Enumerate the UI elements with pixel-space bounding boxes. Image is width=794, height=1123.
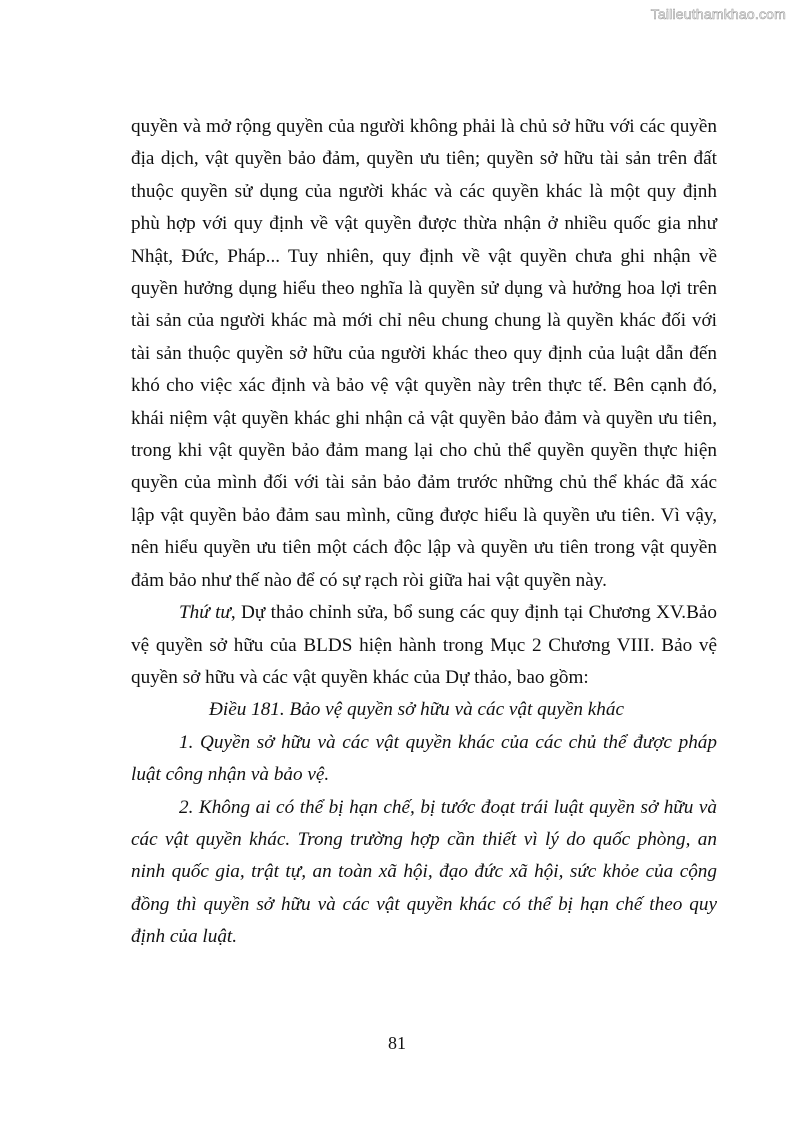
paragraph-property-rights-analysis: quyền và mở rộng quyền của người không phải là chủ sở hữu với các quyền địa dịch, vật quyền bảo đảm, quyền ưu tiên; quyền sở hữu tài sản trên đất thuộc quyền sử dụng của người khác và các quyền khác là một quy định phù hợp với quy định về vật quyền được thừa nhận ở nhiều quốc gia như Nhật, Đức, Pháp... Tuy nhiên, quy định về vật quyền chưa ghi nhận về quyền hưởng dụng hiểu theo nghĩa là quyền sử dụng và hưởng hoa lợi trên tài sản của người khác mà mới chỉ nêu chung chung là quyền khác đối với tài sản thuộc quyền sở hữu của người khác theo quy định của luật dẫn đến khó cho việc xác định và bảo vệ vật quyền này trên thực tế. Bên cạnh đó, khái niệm vật quyền khác ghi nhận cả vật quyền bảo đảm và quyền ưu tiên, trong khi vật quyền bảo đảm mang lại cho chủ thể quyền quyền thực hiện quyền của mình đối với tài sản bảo đảm trước những chủ thể khác đã xác lập vật quyền bảo đảm sau mình, cũng được hiểu là quyền ưu tiên. Vì vậy, nên hiểu quyền ưu tiên một cách độc lập và quyền ưu tiên trong vật quyền đảm bảo như thế nào để có sự rạch ròi giữa hai vật quyền này. bbox=[131, 116, 717, 591]
article-clause-2: 2. Không ai có thể bị hạn chế, bị tước đoạt trái luật quyền sở hữu và các vật quyền khác. Trong trường hợp cần thiết vì lý do quốc phòng, an ninh quốc gia, trật tự, an toàn xã hội, đạo đức xã hội, sức khỏe của cộng đồng thì quyền sở hữu và các vật quyền khác có thể bị hạn chế theo quy định của luật. bbox=[131, 796, 717, 948]
article-clause-1: 1. Quyền sở hữu và các vật quyền khác của các chủ thể được pháp luật công nhận và bảo vệ. bbox=[131, 731, 717, 786]
document-body bbox=[131, 111, 717, 954]
watermark-text: Tailieuthamkhao.com bbox=[650, 6, 786, 22]
article-181-heading: Điều 181. Bảo vệ quyền sở hữu và các vật quyền khác bbox=[209, 699, 624, 721]
paragraph-fourth-point bbox=[131, 597, 717, 694]
paragraph-fourth-point-text: , Dự thảo chỉnh sửa, bổ sung các quy định tại Chương XV.Bảo vệ quyền sở hữu của BLDS hiện hành trong Mục 2 Chương VIII. Bảo vệ quyền sở hữu và các vật quyền khác của Dự thảo, bao gồm: bbox=[131, 602, 717, 688]
page-number: 81 bbox=[388, 1033, 406, 1053]
paragraph-lead-word: Thứ tư bbox=[179, 602, 231, 624]
